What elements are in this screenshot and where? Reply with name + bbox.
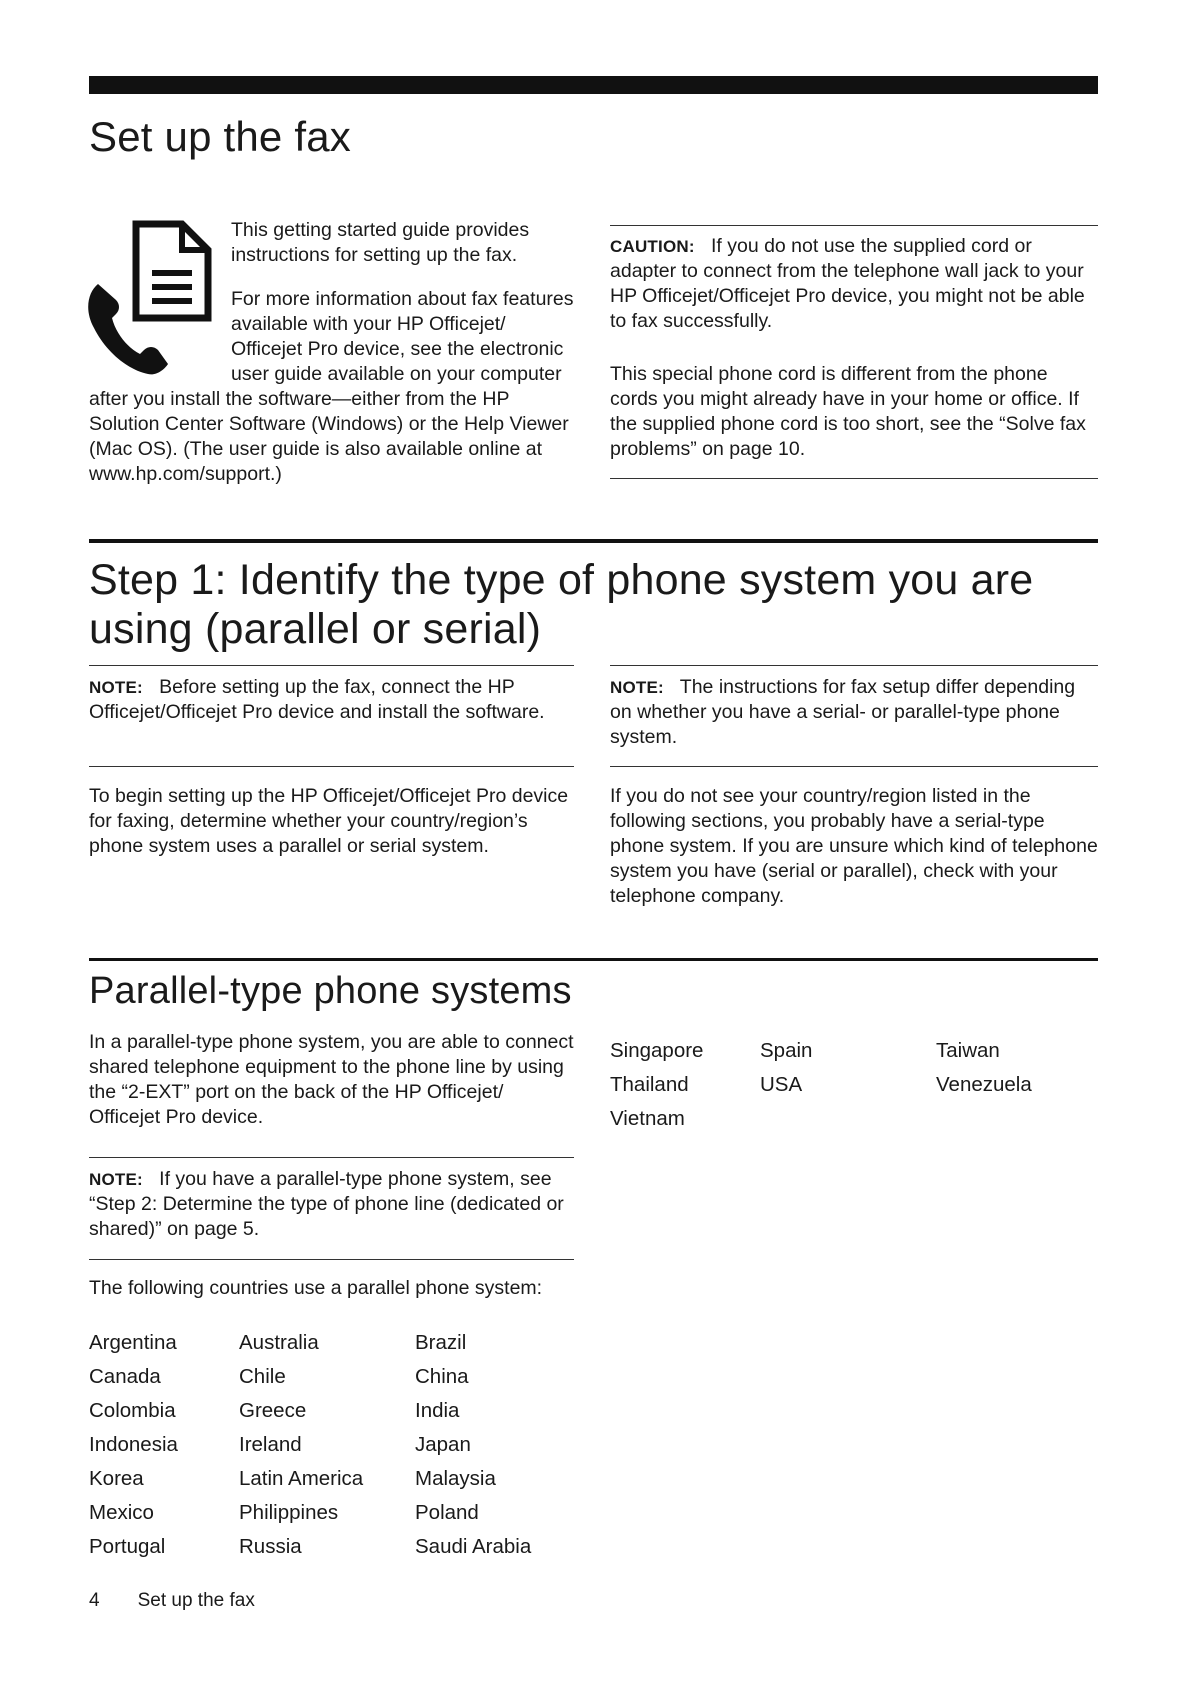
country-item: Latin America — [239, 1467, 364, 1490]
country-item: Canada — [89, 1365, 161, 1388]
country-item: Russia — [239, 1535, 302, 1558]
country-item: Venezuela — [936, 1073, 1032, 1096]
fax-icon — [86, 218, 216, 380]
country-item: Thailand — [610, 1073, 689, 1096]
country-item: India — [415, 1399, 460, 1422]
step1-note-right — [610, 675, 1098, 750]
page-footer — [89, 1590, 255, 1612]
note-label: NOTE: — [610, 678, 664, 697]
step1-note-right-bottom-rule — [610, 766, 1098, 767]
parallel-top-rule — [89, 958, 1098, 961]
parallel-note-bottom-rule — [89, 1259, 574, 1260]
footer-section: Set up the fax — [137, 1590, 255, 1611]
country-item: Malaysia — [415, 1467, 496, 1490]
countries-intro: The following countries use a parallel phone system: — [89, 1277, 543, 1299]
country-item: Greece — [239, 1399, 307, 1422]
caution-top-rule — [610, 225, 1098, 226]
caution-body: If you do not use the supplied cord or adapter to connect from the telephone wall jack to your HP Officejet/Officejet Pro device, you might not be able to fax successfully. — [610, 235, 1085, 332]
country-item: Spain — [760, 1039, 813, 1062]
note-label: NOTE: — [89, 678, 143, 697]
step1-title: Step 1: Identify the type of phone system you are using (parallel or serial) — [89, 556, 1034, 653]
step1-note-left-top-rule — [89, 665, 574, 666]
country-item: Saudi Arabia — [415, 1535, 532, 1558]
country-item: Australia — [239, 1331, 319, 1354]
country-item: Japan — [415, 1433, 471, 1456]
intro-paragraph-2-wrapped: For more information about fax features available with your HP Officejet/ Officejet Pro device, see the electronic user guide available on your computer — [231, 288, 574, 385]
intro-paragraph-1: This getting started guide provides instructions for setting up the fax. — [231, 219, 530, 266]
parallel-note — [89, 1167, 574, 1242]
country-item: Brazil — [415, 1331, 467, 1354]
parallel-note-top-rule — [89, 1157, 574, 1158]
country-item: USA — [760, 1073, 803, 1096]
country-item: Chile — [239, 1365, 286, 1388]
caution-label: CAUTION: — [610, 237, 695, 256]
step1-note-left — [89, 675, 574, 725]
note-label: NOTE: — [89, 1170, 143, 1189]
top-rule — [89, 76, 1098, 94]
step1-top-rule — [89, 539, 1098, 543]
page-title: Set up the fax — [89, 113, 351, 160]
country-item: Philippines — [239, 1501, 339, 1524]
intro-paragraph-2-continued: after you install the software—either from the HP Solution Center Software (Windows) or the Help Viewer (Mac OS). (The user guide is also available online at www.hp.com/support.) — [89, 388, 569, 485]
step1-note-right-top-rule — [610, 665, 1098, 666]
step1-paragraph-right: If you do not see your country/region listed in the following sections, you probably have a serial-type phone system. If you are unsure which kind of telephone system you have (serial or parallel), check with your telephone company. — [610, 785, 1098, 907]
country-item: Portugal — [89, 1535, 166, 1558]
caution-text-2: This special phone cord is different from the phone cords you might already have in your home or office. If the supplied phone cord is too short, see the “Solve fax problems” on page 10. — [610, 363, 1086, 460]
parallel-title: Parallel-type phone systems — [89, 970, 572, 1012]
parallel-intro: In a parallel-type phone system, you are able to connect shared telephone equipment to the phone line by using the “2-EXT” port on the back of the HP Officejet/ Officejet Pro device. — [89, 1031, 574, 1128]
caution-text — [610, 234, 1098, 334]
step1-paragraph-left: To begin setting up the HP Officejet/Officejet Pro device for faxing, determine whether your country/region’s phone system uses a parallel or serial system. — [89, 785, 569, 857]
page-number: 4 — [89, 1590, 100, 1611]
caution-bottom-rule — [610, 478, 1098, 479]
note-body: If you have a parallel-type phone system, see “Step 2: Determine the type of phone line (dedicated or shared)” on page 5. — [89, 1168, 564, 1240]
country-item: China — [415, 1365, 469, 1388]
countries-list-left — [89, 1330, 559, 1560]
country-item: Vietnam — [610, 1107, 685, 1130]
note-body: Before setting up the fax, connect the HP Officejet/Officejet Pro device and install the software. — [89, 676, 545, 723]
country-item: Poland — [415, 1501, 479, 1524]
country-item: Singapore — [610, 1039, 704, 1062]
country-item: Ireland — [239, 1433, 302, 1456]
country-item: Argentina — [89, 1331, 177, 1354]
country-item: Indonesia — [89, 1433, 178, 1456]
country-item: Mexico — [89, 1501, 154, 1524]
step1-note-left-bottom-rule — [89, 766, 574, 767]
note-body: The instructions for fax setup differ depending on whether you have a serial- or parallel-type phone system. — [610, 676, 1076, 748]
country-item: Taiwan — [936, 1039, 1000, 1062]
country-item: Colombia — [89, 1399, 176, 1422]
countries-list-right — [610, 1038, 1080, 1132]
country-item: Korea — [89, 1467, 144, 1490]
